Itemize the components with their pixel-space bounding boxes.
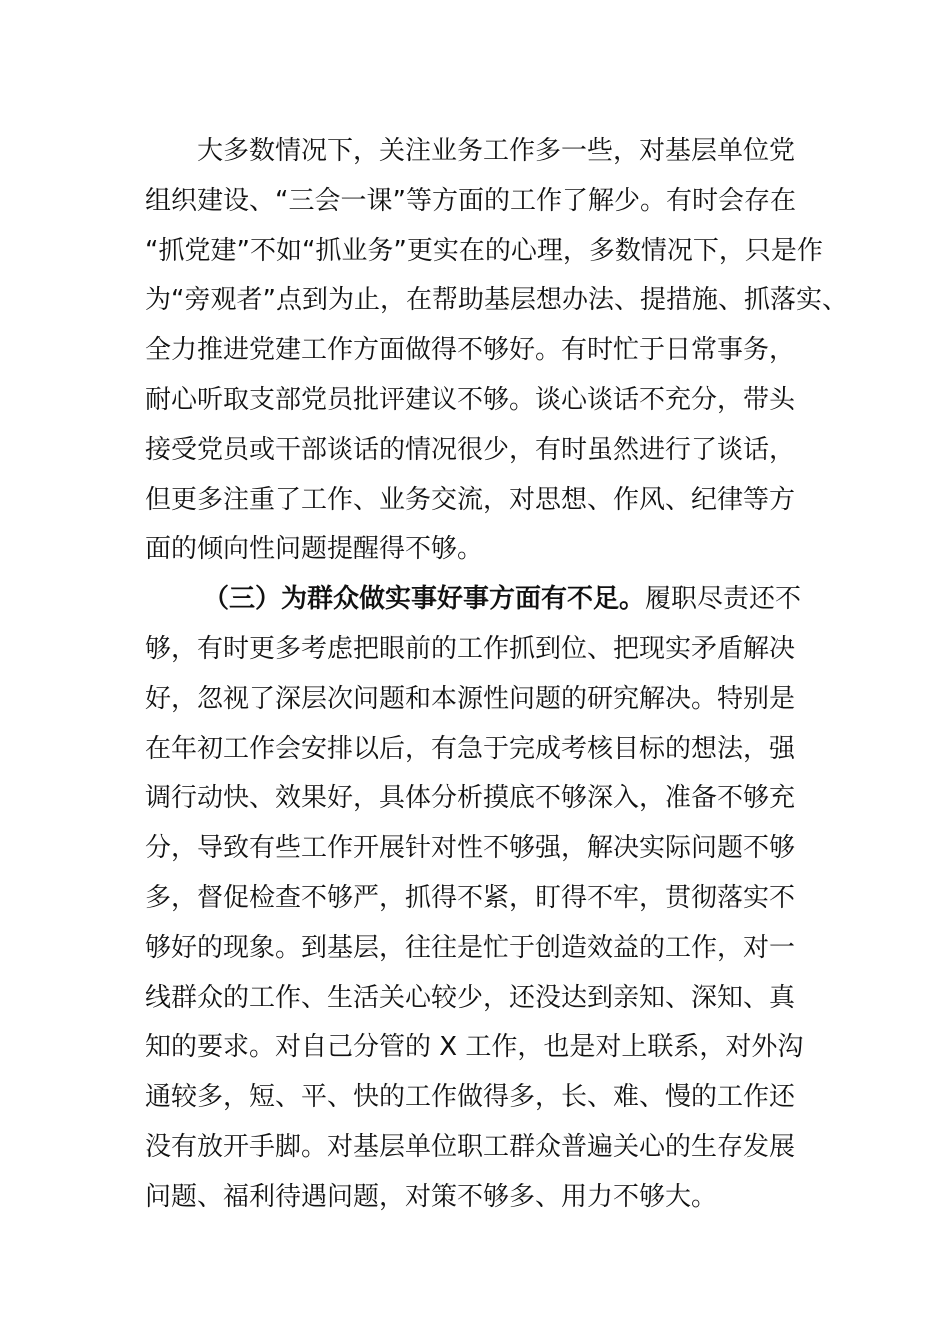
paragraph-line: 在年初工作会安排以后，有急于完成考核目标的想法，强 xyxy=(145,733,796,764)
paragraph-line: 全力推进党建工作方面做得不够好。有时忙于日常事务， xyxy=(145,335,796,366)
paragraph-line: “抓党建”不如“抓业务”更实在的心理，多数情况下，只是作 xyxy=(145,235,823,266)
paragraph-line: 为“旁观者”点到为止，在帮助基层想办法、提措施、抓落实、 xyxy=(145,285,848,316)
paragraph-line: 没有放开手脚。对基层单位职工群众普遍关心的生存发展 xyxy=(145,1131,796,1162)
paragraph-line-rest: 履职尽责还不 xyxy=(645,584,802,615)
paragraph-line: 组织建设、“三会一课”等方面的工作了解少。有时会存在 xyxy=(145,185,796,216)
paragraph-2 xyxy=(145,575,825,1222)
paragraph-line: 知的要求。对自己分管的 X 工作，也是对上联系，对外沟 xyxy=(145,1032,804,1063)
paragraph-line: 但更多注重了工作、业务交流，对思想、作风、纪律等方 xyxy=(145,484,796,515)
paragraph-line: 问题、福利待遇问题，对策不够多、用力不够大。 xyxy=(145,1181,718,1212)
paragraph-line: 调行动快、效果好，具体分析摸底不够深入，准备不够充 xyxy=(145,783,796,814)
paragraph-line: 够好的现象。到基层，往往是忙于创造效益的工作，对一 xyxy=(145,932,796,963)
paragraph-line: 够，有时更多考虑把眼前的工作抓到位、把现实矛盾解决 xyxy=(145,633,796,664)
paragraph-line: 分，导致有些工作开展针对性不够强，解决实际问题不够 xyxy=(145,833,796,864)
paragraph-line: 大多数情况下，关注业务工作多一些，对基层单位党 xyxy=(197,136,796,166)
paragraph-line: 好，忽视了深层次问题和本源性问题的研究解决。特别是 xyxy=(145,683,796,714)
paragraph-line: 线群众的工作、生活关心较少，还没达到亲知、深知、真 xyxy=(145,982,796,1013)
section-heading: （三）为群众做实事好事方面有不足。 xyxy=(203,584,646,615)
paragraph-line: 耐心听取支部党员批评建议不够。谈心谈话不充分，带头 xyxy=(145,384,796,415)
paragraph-first-line xyxy=(145,575,825,625)
paragraph-line: 通较多，短、平、快的工作做得多，长、难、慢的工作还 xyxy=(145,1082,796,1113)
paragraph-line: 面的倾向性问题提醒得不够。 xyxy=(145,534,484,565)
paragraph-line: 多，督促检查不够严，抓得不紧，盯得不牢，贯彻落实不 xyxy=(145,882,796,913)
body-text xyxy=(145,127,848,1223)
paragraph-line: 接受党员或干部谈话的情况很少，有时虽然进行了谈话， xyxy=(145,434,796,465)
paragraph-1 xyxy=(145,127,848,575)
